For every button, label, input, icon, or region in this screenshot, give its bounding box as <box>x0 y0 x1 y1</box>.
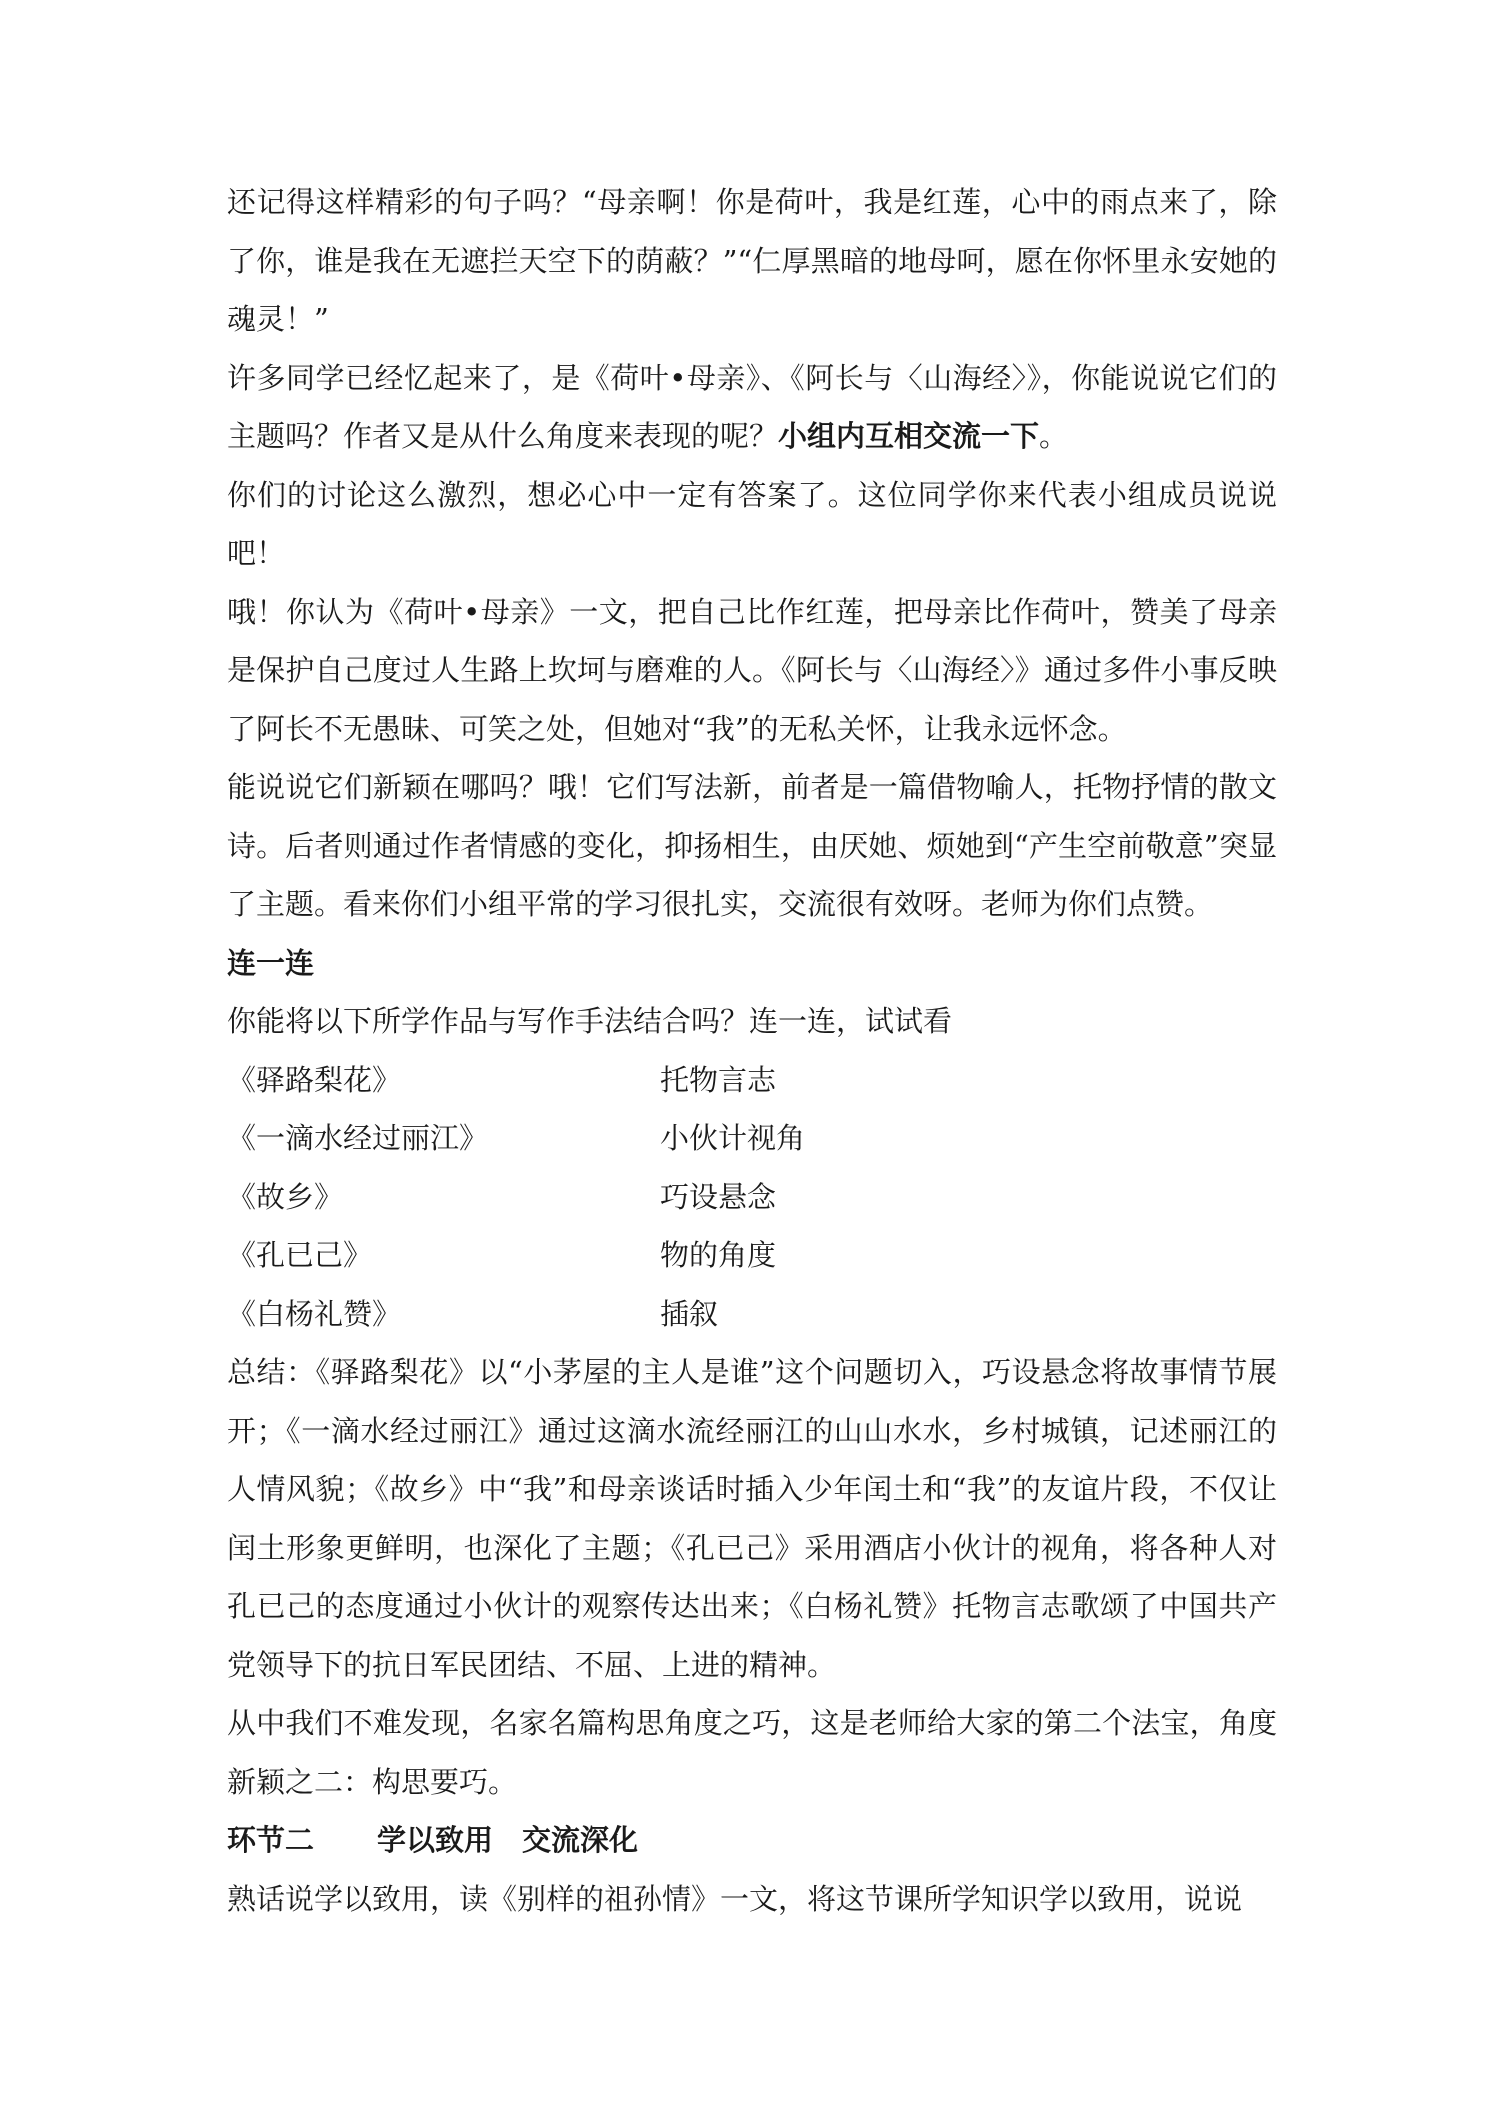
writing-technique: 巧设悬念 <box>660 1179 777 1214</box>
work-title: 《故乡》 <box>227 1179 344 1214</box>
paragraph-conclusion: 从中我们不难发现，名家名篇构思角度之巧，这是老师给大家的第二个法宝，角度新颖之二：构思要巧。 <box>227 1706 1277 1799</box>
paragraph-discussion: 你们的讨论这么激烈，想必心中一定有答案了。这位同学你来代表小组成员说说吧！ <box>227 477 1277 570</box>
heading-matching: 连一连 <box>227 945 315 980</box>
heading-section-two <box>227 1811 1277 1870</box>
paragraph-novelty: 能说说它们新颖在哪吗？哦！它们写法新，前者是一篇借物喻人，托物抒情的散文诗。后者则通过作者情感的变化，抑扬相生，由厌她、烦她到“产生空前敬意”突显了主题。看来你们小组平常的学习很扎实，交流很有效呀。老师为你们点赞。 <box>227 770 1277 921</box>
paragraph-summary: 总结：《驿路梨花》以“小茅屋的主人是谁”这个问题切入，巧设悬念将故事情节展开；《一滴水经过丽江》通过这滴水流经丽江的山山水水，乡村城镇，记述丽江的人情风貌；《故乡》中“我”和母亲谈话时插入少年闰土和“我”的友谊片段，不仅让闰土形象更鲜明，也深化了主题；《孔已己》采用酒店小伙计的视角，将各种人对孔已己的态度通过小伙计的观察传达出来；《白杨礼赞》托物言志歌颂了中国共产党领导下的抗日军民团结、不屈、上进的精神。 <box>227 1355 1277 1682</box>
theme-question-text: 许多同学已经忆起来了，是《荷叶•母亲》、《阿长与〈山海经〉》，你能说说它们的主题吗？作者又是从什么角度来表现的呢？ <box>227 360 1277 453</box>
matching-row <box>227 1285 1277 1344</box>
group-discussion-prompt: 小组内互相交流一下 <box>778 419 1040 453</box>
section-label: 环节二 <box>227 1823 315 1857</box>
matching-row <box>227 1226 1277 1285</box>
work-title: 《白杨礼赞》 <box>227 1296 402 1331</box>
theme-question-end: 。 <box>1039 419 1069 453</box>
paragraph-theme-question <box>227 349 1277 466</box>
matching-row <box>227 1109 1277 1168</box>
work-title: 《一滴水经过丽江》 <box>227 1121 489 1155</box>
document-page <box>227 173 1277 1928</box>
paragraph-answer: 哦！你认为《荷叶•母亲》一文，把自己比作红莲，把母亲比作荷叶，赞美了母亲是保护自己度过人生路上坎坷与磨难的人。《阿长与〈山海经〉》通过多件小事反映了阿长不无愚昧、可笑之处，但她对“我”的无私关怀，让我永远怀念。 <box>227 594 1277 746</box>
paragraph-quote-recall: 还记得这样精彩的句子吗？“母亲啊！你是荷叶，我是红莲，心中的雨点来了，除了你，谁是我在无遮拦天空下的荫蔽？”“仁厚黑暗的地母呵，愿在你怀里永安她的魂灵！” <box>227 185 1277 336</box>
work-title: 《孔已己》 <box>227 1238 373 1272</box>
writing-technique: 物的角度 <box>660 1238 777 1272</box>
writing-technique: 插叙 <box>660 1296 719 1331</box>
paragraph-matching-prompt: 你能将以下所学作品与写作手法结合吗？连一连，试试看 <box>227 1004 953 1038</box>
paragraph-apply: 熟话说学以致用，读《别样的祖孙情》一文，将这节课所学知识学以致用，说说 <box>227 1881 1243 1916</box>
matching-row <box>227 1168 1277 1227</box>
writing-technique: 小伙计视角 <box>660 1121 806 1155</box>
section-title: 学以致用 交流深化 <box>377 1823 639 1857</box>
matching-row <box>227 1051 1277 1110</box>
writing-technique: 托物言志 <box>660 1062 777 1097</box>
matching-list <box>227 1051 1277 1344</box>
work-title: 《驿路梨花》 <box>227 1062 402 1097</box>
